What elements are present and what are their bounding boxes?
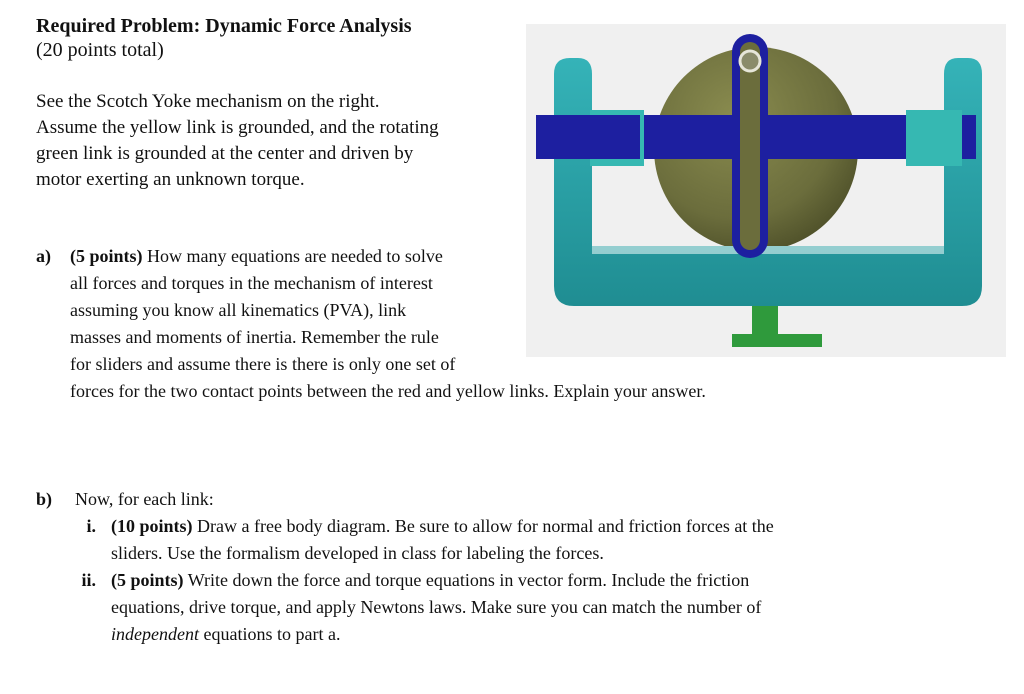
- intro-line: motor exerting an unknown torque.: [36, 169, 305, 190]
- ground-post: [752, 306, 778, 336]
- slot-opening: [740, 42, 760, 250]
- intro-line: See the Scotch Yoke mechanism on the right.: [36, 91, 380, 112]
- intro-paragraph: [36, 89, 516, 193]
- part-b-ii-first-line-rest: Write down the force and torque equations in vector form. Include the friction: [183, 570, 750, 590]
- part-b-ii-last-line-rest: equations to part a.: [198, 624, 341, 644]
- intro-line: green link is grounded at the center and driven by: [36, 143, 414, 164]
- part-b-ii-points: (5 points): [111, 570, 184, 590]
- yoke-frame-highlight: [592, 246, 944, 254]
- ground-base: [732, 334, 822, 347]
- slider-bar: [962, 115, 976, 159]
- crank-pin: [740, 51, 760, 71]
- part-b-ii-first-line: [111, 567, 761, 594]
- part-b-i-text: [111, 513, 774, 567]
- part-a-label: a): [36, 246, 51, 266]
- problem-title: Required Problem: Dynamic Force Analysis: [36, 15, 412, 37]
- part-a-line: assuming you know all kinematics (PVA), link: [70, 300, 407, 320]
- part-b-ii-italic-word: independent: [111, 624, 199, 644]
- part-b-ii-text: [111, 567, 761, 648]
- part-b-ii-label: ii.: [81, 570, 96, 590]
- part-b-i-first-line: [111, 513, 774, 540]
- part-b-i-first-line-rest: Draw a free body diagram. Be sure to allow for normal and friction forces at the: [192, 516, 774, 536]
- slider-bar: [536, 115, 640, 159]
- part-b-ii-line: equations, drive torque, and apply Newtons laws. Make sure you can match the number of: [111, 597, 762, 617]
- part-b-i-points: (10 points): [111, 516, 193, 536]
- right-slider-block: [906, 110, 962, 166]
- part-a-points: (5 points): [70, 246, 143, 266]
- part-b-i-line: sliders. Use the formalism developed in class for labeling the forces.: [111, 543, 604, 563]
- part-b-ii-last-line: [111, 621, 761, 648]
- part-b-i-label: i.: [86, 516, 96, 536]
- total-points: (20 points total): [36, 39, 164, 61]
- part-b-intro: Now, for each link:: [75, 489, 214, 509]
- part-a-line: for sliders and assume there is there is only one set of: [70, 354, 456, 374]
- part-a-line: forces for the two contact points between the red and yellow links. Explain your answer.: [70, 381, 706, 401]
- part-a-line: masses and moments of inertia. Remember the rule: [70, 327, 439, 347]
- part-b-label: b): [36, 489, 53, 509]
- intro-line: Assume the yellow link is grounded, and the rotating: [36, 117, 439, 138]
- part-a-line: all forces and torques in the mechanism of interest: [70, 273, 433, 293]
- part-a-first-line-rest: How many equations are needed to solve: [142, 246, 443, 266]
- slider-bar: [644, 115, 906, 159]
- scotch-yoke-figure: [526, 24, 1006, 357]
